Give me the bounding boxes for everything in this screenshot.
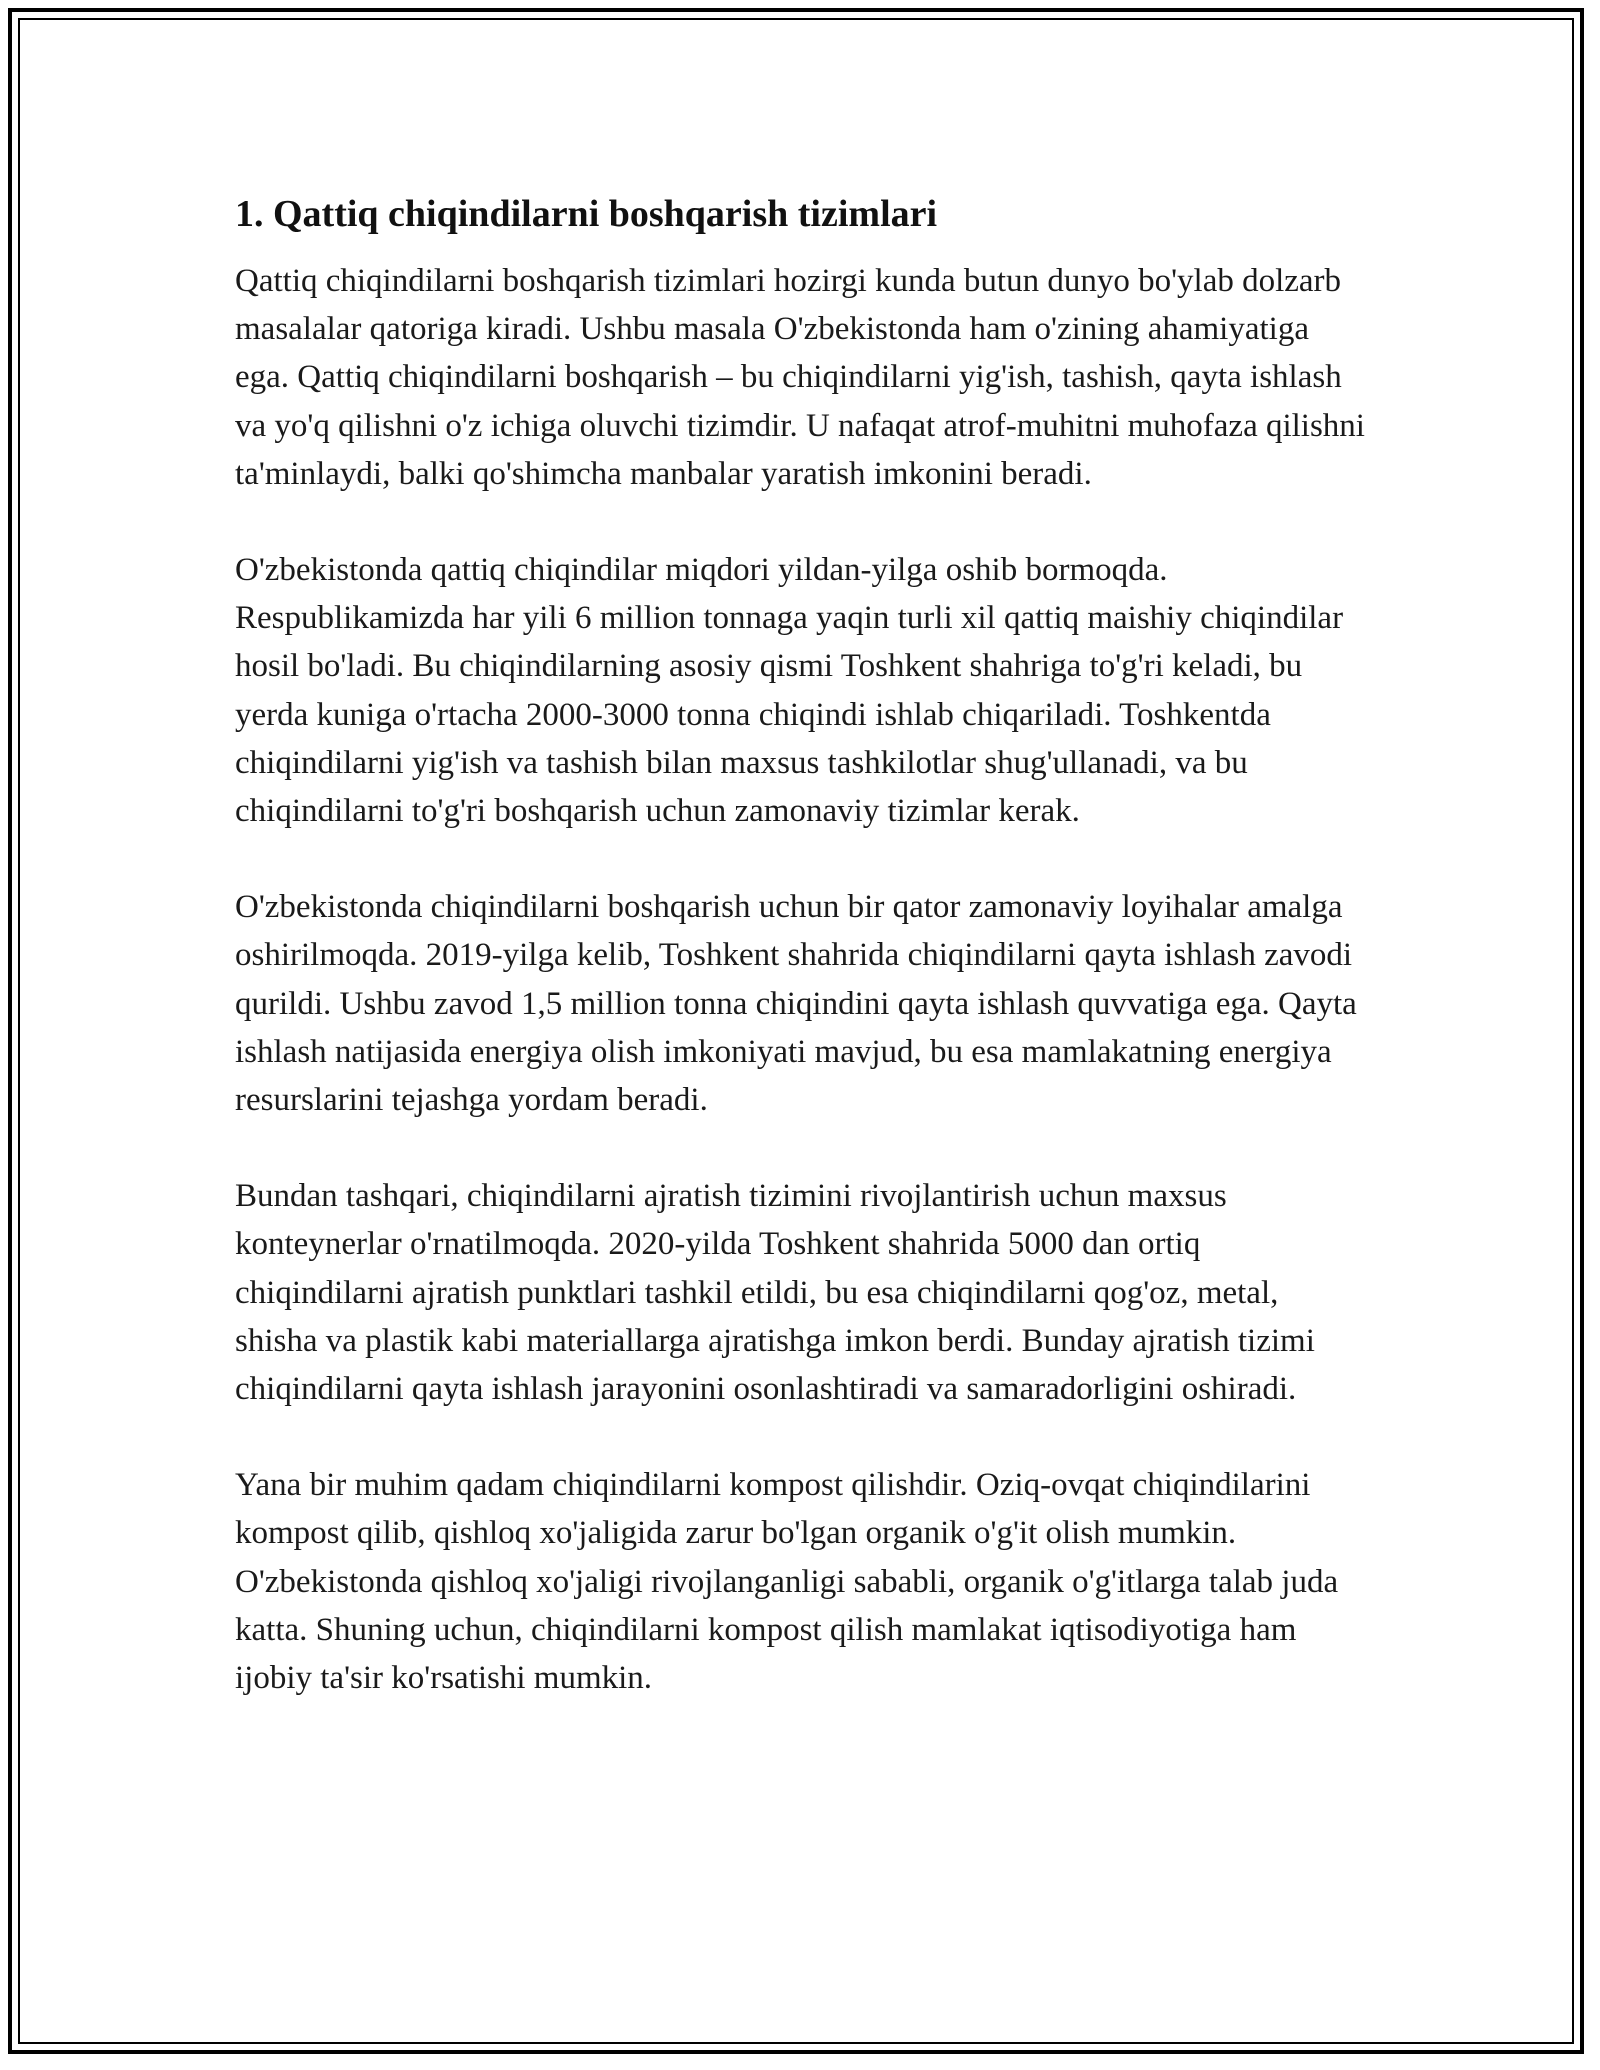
paragraph-2: O'zbekistonda qattiq chiqindilar miqdori yildan-yilga oshib bormoqda. Respublikamizda har yili 6 million tonnaga yaqin turli xil qattiq maishiy chiqindilar hosil bo'ladi. Bu chiqindilarning asosiy qismi Toshkent shahriga to'g'ri keladi, bu yerda kuniga o'rtacha 2000-3000 tonna chiqindi ishlab chiqariladi. Toshkentda chiqindilarni yig'ish va tashish bilan maxsus tashkilotlar shug'ullanadi, va bu chiqindilarni to'g'ri boshqarish uchun zamonaviy tizimlar kerak. [235,552,1344,830]
paragraph-5: Yana bir muhim qadam chiqindilarni kompost qilishdir. Oziq-ovqat chiqindilarini kompost qilib, qishloq xo'jaligida zarur bo'lgan organik o'g'it olish mumkin. O'zbekistonda qishloq xo'jaligi rivojlanganligi sababli, organik o'g'itlarga talab juda katta. Shuning uchun, chiqindilarni kompost qilish mamlakat iqtisodiyotiga ham ijobiy ta'sir ko'rsatishi mumkin. [235,1467,1339,1697]
paragraph-3: O'zbekistonda chiqindilarni boshqarish uchun bir qator zamonaviy loyihalar amalga oshirilmoqda. 2019-yilga kelib, Toshkent shahrida chiqindilarni qayta ishlash zavodi qurildi. Ushbu zavod 1,5 million tonna chiqindini qayta ishlash quvvatiga ega. Qayta ishlash natijasida energiya olish imkoniyati mavjud, bu esa mamlakatning energiya resurslarini tejashga yordam beradi. [235,889,1357,1119]
document-body [235,185,1365,1750]
section-heading: 1. Qattiq chiqindilarni boshqarish tizimlari [235,193,938,235]
paragraph-4: Bundan tashqari, chiqindilarni ajratish tizimini rivojlantirish uchun maxsus konteynerlar o'rnatilmoqda. 2020-yilda Toshkent shahrida 5000 dan ortiq chiqindilarni ajratish punktlari tashkil etildi, bu esa chiqindilarni qog'oz, metal, shisha va plastik kabi materiallarga ajratishga imkon berdi. Bunday ajratish tizimi chiqindilarni qayta ishlash jarayonini osonlashtiradi va samaradorligini oshiradi. [235,1178,1315,1408]
paragraph-1: Qattiq chiqindilarni boshqarish tizimlari hozirgi kunda butun dunyo bo'ylab dolzarb masalalar qatoriga kiradi. Ushbu masala O'zbekistonda ham o'zining ahamiyatiga ega. Qattiq chiqindilarni boshqarish – bu chiqindilarni yig'ish, tashish, qayta ishlash va yo'q qilishni o'z ichiga oluvchi tizimdir. U nafaqat atrof-muhitni muhofaza qilishni ta'minlaydi, balki qo'shimcha manbalar yaratish imkonini beradi. [235,263,1365,492]
